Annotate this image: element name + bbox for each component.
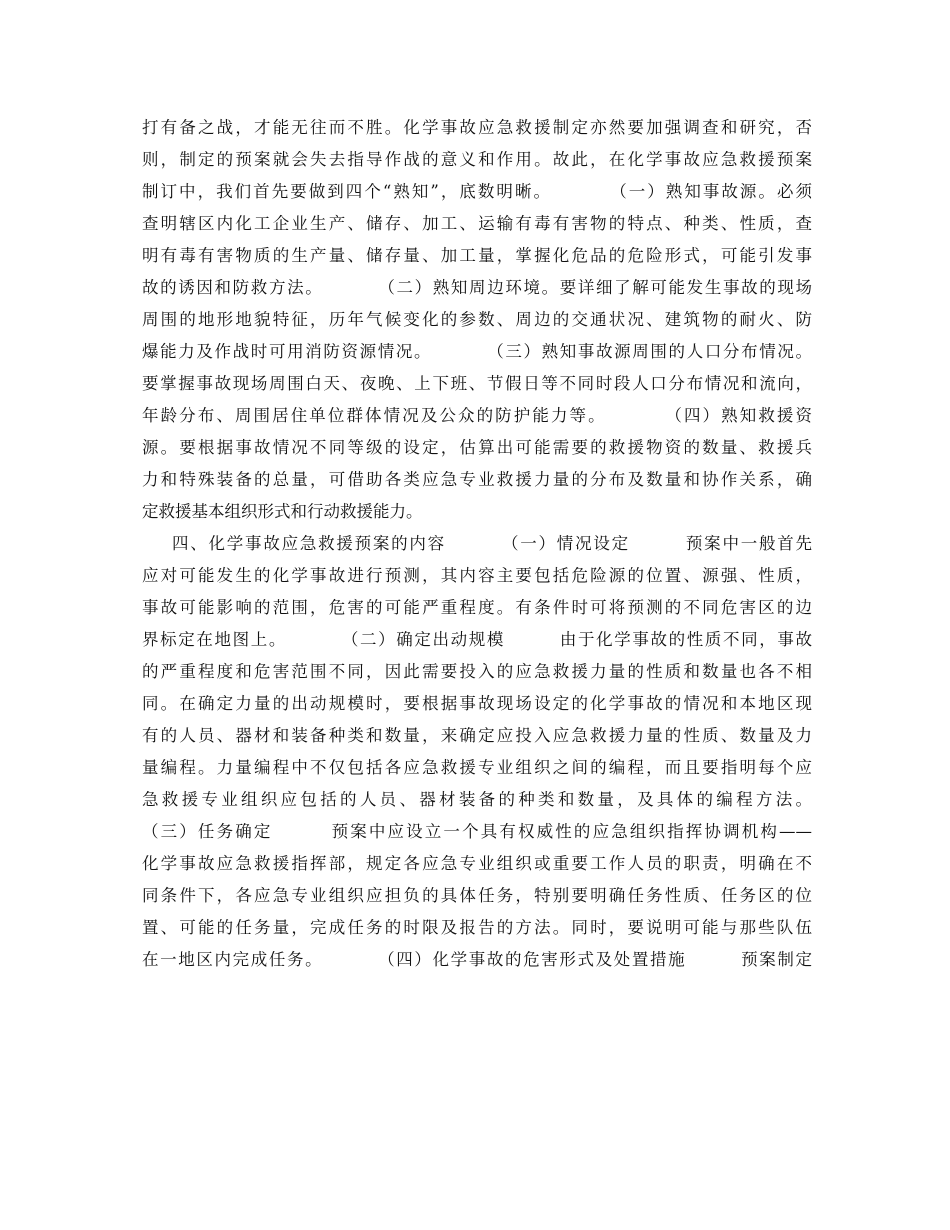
text-line: 同条件下，各应急专业组织应担负的具体任务，特别要明确任务性质、任务区的位 [142, 886, 812, 905]
text-line: （三）任务确定 预案中应设立一个具有权威性的应急组织指挥协调机构—— [142, 822, 812, 841]
text-line: 化学事故应急救援指挥部，规定各应急专业组织或重要工作人员的职责，明确在不 [142, 854, 812, 873]
text-line: 的严重程度和危害范围不同，因此需要投入的应急救援力量的性质和数量也各不相 [142, 662, 812, 681]
text-line: 界标定在地图上。 （二）确定出动规模 由于化学事故的性质不同，事故 [142, 630, 812, 649]
text-line: 明有毒有害物质的生产量、储存量、加工量，掌握化危品的危险形式，可能引发事 [142, 246, 812, 265]
text-line: 查明辖区内化工企业生产、储存、加工、运输有毒有害物的特点、种类、性质，查 [142, 214, 812, 233]
text-line: 量编程。力量编程中不仅包括各应急救援专业组织之间的编程，而且要指明每个应 [142, 758, 812, 777]
text-line: 周围的地形地貌特征，历年气候变化的参数、周边的交通状况、建筑物的耐火、防 [142, 310, 812, 329]
text-line: 应对可能发生的化学事故进行预测，其内容主要包括危险源的位置、源强、性质， [142, 566, 812, 585]
text-line: 事故可能影响的范围，危害的可能严重程度。有条件时可将预测的不同危害区的边 [142, 598, 812, 617]
text-line: 爆能力及作战时可用消防资源情况。 （三）熟知事故源周围的人口分布情况。 [142, 342, 812, 361]
text-line: 年龄分布、周围居住单位群体情况及公众的防护能力等。 （四）熟知救援资 [142, 406, 812, 425]
section-heading-line: 四、化学事故应急救援预案的内容 （一）情况设定 预案中一般首先 [172, 534, 812, 553]
text-line: 在一地区内完成任务。 （四）化学事故的危害形式及处置措施 预案制定 [142, 950, 812, 969]
text-line: 有的人员、器材和装备种类和数量，来确定应投入应急救援力量的性质、数量及力 [142, 726, 812, 745]
text-line: 则，制定的预案就会失去指导作战的意义和作用。故此，在化学事故应急救援预案 [142, 150, 812, 169]
text-line: 急救援专业组织应包括的人员、器材装备的种类和数量，及具体的编程方法。 [142, 790, 812, 809]
text-line: 同。在确定力量的出动规模时，要根据事故现场设定的化学事故的情况和本地区现 [142, 694, 812, 713]
text-line: 打有备之战，才能无往而不胜。化学事故应急救援制定亦然要加强调查和研究，否 [142, 118, 812, 137]
text-line: 定救援基本组织形式和行动救援能力。 [142, 502, 423, 521]
text-line: 制订中，我们首先要做到四个“熟知”，底数明晰。 （一）熟知事故源。必须 [142, 182, 812, 201]
text-line: 故的诱因和防救方法。 （二）熟知周边环境。要详细了解可能发生事故的现场 [142, 278, 812, 297]
text-line: 源。要根据事故情况不同等级的设定，估算出可能需要的救援物资的数量、救援兵 [142, 438, 812, 457]
text-line: 要掌握事故现场周围白天、夜晚、上下班、节假日等不同时段人口分布情况和流向， [142, 374, 812, 393]
document-body [142, 112, 812, 976]
text-line: 力和特殊装备的总量，可借助各类应急专业救援力量的分布及数量和协作关系，确 [142, 470, 812, 489]
text-line: 置、可能的任务量，完成任务的时限及报告的方法。同时，要说明可能与那些队伍 [142, 918, 812, 937]
